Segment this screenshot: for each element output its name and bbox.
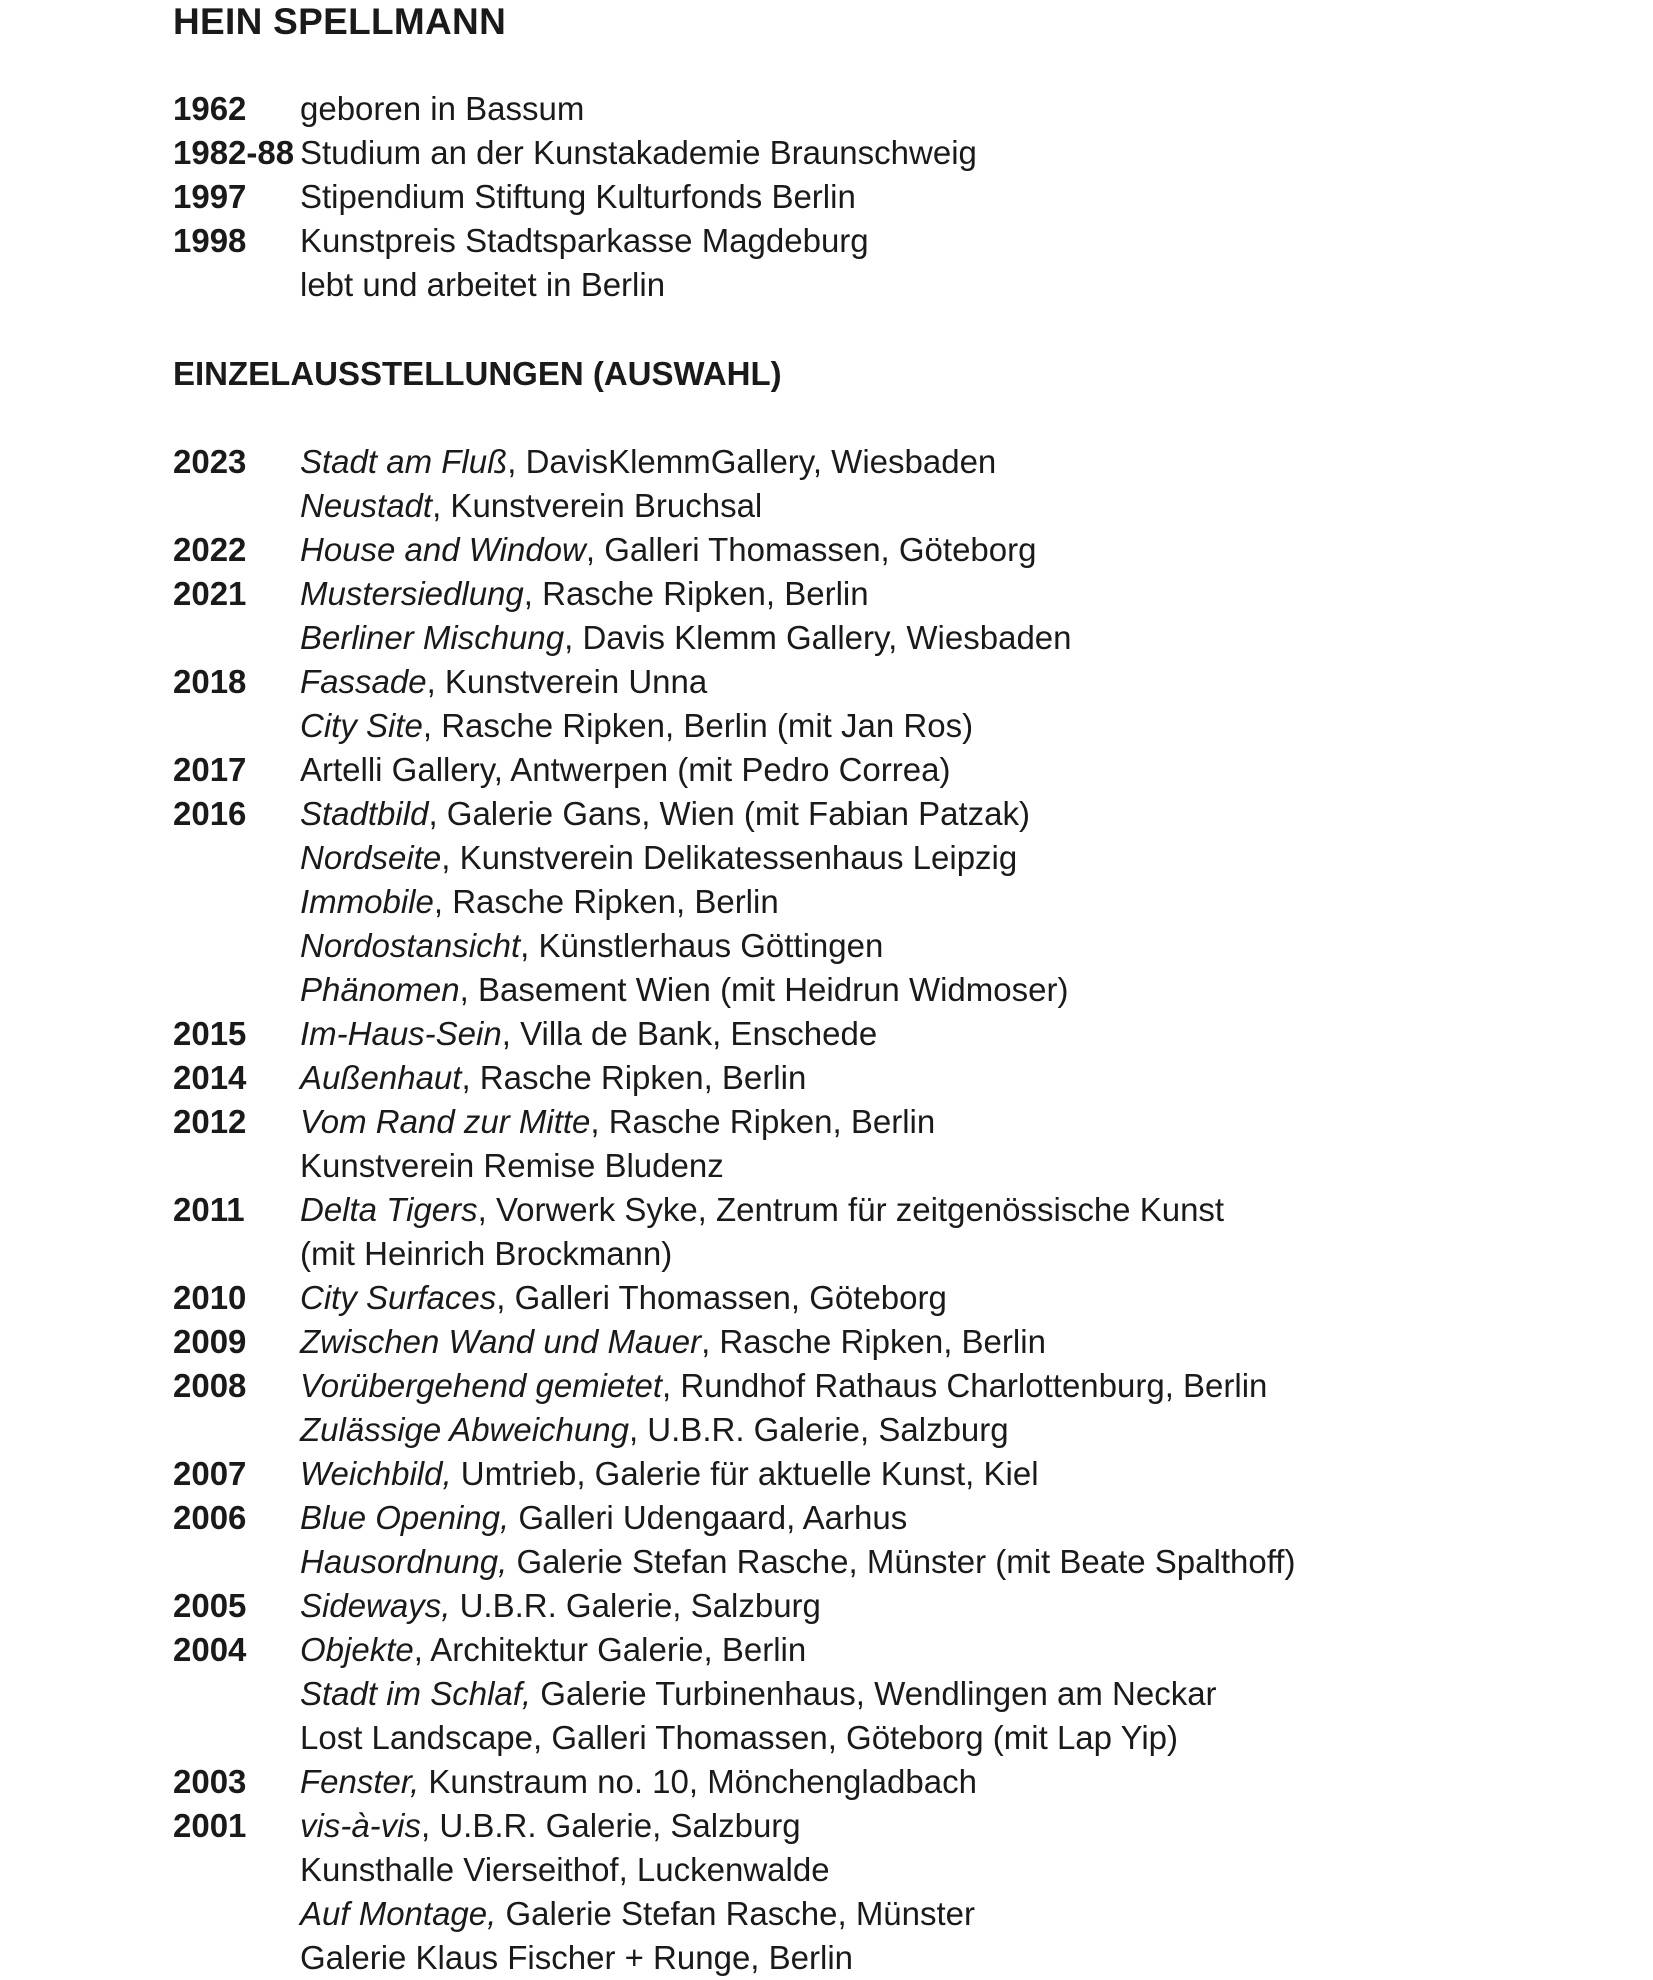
exhibition-title: Neustadt [300, 487, 433, 524]
exhibition-row [173, 880, 1613, 924]
exhibition-year: 2022 [173, 531, 247, 568]
exhibition-row [173, 836, 1613, 880]
exhibition-venue: , Davis Klemm Gallery, Wiesbaden [564, 619, 1072, 656]
exhibition-year: 2006 [173, 1499, 247, 1536]
exhibition-year: 2008 [173, 1367, 247, 1404]
exhibition-row [173, 1056, 1613, 1100]
exhibition-row [173, 1364, 1613, 1408]
exhibition-row [173, 1804, 1613, 1848]
exhibition-year [173, 1672, 300, 1716]
exhibition-year [173, 924, 300, 968]
exhibition-venue: , Architektur Galerie, Berlin [413, 1631, 807, 1668]
exhibition-year [173, 1848, 300, 1892]
exhibition-row [173, 704, 1613, 748]
exhibition-title: City Site [300, 707, 423, 744]
exhibition-venue: , Vorwerk Syke, Zentrum für zeitgenössische Kunst [477, 1191, 1225, 1228]
exhibition-text [300, 528, 1036, 572]
exhibition-year [173, 880, 300, 924]
exhibition-text [300, 1892, 975, 1936]
exhibition-venue: Galleri Udengaard, Aarhus [509, 1499, 908, 1536]
bio-year: 1982-88 [173, 134, 295, 171]
bio-list [173, 87, 1613, 307]
exhibition-year: 2011 [173, 1191, 245, 1228]
exhibition-year: 2014 [173, 1059, 247, 1096]
exhibition-venue: Kunstraum no. 10, Mönchengladbach [419, 1763, 977, 1800]
exhibition-year: 2010 [173, 1279, 247, 1316]
exhibition-venue: , Galerie Gans, Wien (mit Fabian Patzak) [428, 795, 1030, 832]
exhibition-text [300, 1936, 853, 1980]
exhibition-text [300, 1188, 1224, 1232]
exhibition-year [173, 484, 300, 528]
exhibition-text [300, 1496, 907, 1540]
exhibition-text [300, 1584, 821, 1628]
exhibition-title: House and Window [300, 531, 586, 568]
exhibition-text [300, 1276, 947, 1320]
exhibition-text [300, 1056, 806, 1100]
exhibition-year: 2009 [173, 1323, 247, 1360]
exhibition-text [300, 968, 1068, 1012]
exhibition-year [173, 616, 300, 660]
exhibition-text [300, 1452, 1039, 1496]
exhibition-row [173, 440, 1613, 484]
exhibition-row [173, 660, 1613, 704]
exhibition-title: Phänomen [300, 971, 460, 1008]
exhibition-venue: , Rasche Ripken, Berlin [523, 575, 869, 612]
exhibition-text [300, 1848, 830, 1892]
exhibition-row [173, 968, 1613, 1012]
exhibition-text [300, 792, 1030, 836]
exhibition-text [300, 704, 973, 748]
exhibition-row [173, 1716, 1613, 1760]
exhibition-venue: (mit Heinrich Brockmann) [300, 1235, 673, 1272]
exhibition-row [173, 1936, 1613, 1980]
exhibition-title: Fassade [300, 663, 427, 700]
artist-name: HEIN SPELLMANN [173, 1, 507, 42]
exhibition-year [173, 836, 300, 880]
exhibition-year: 2005 [173, 1587, 247, 1624]
exhibition-title: Im-Haus-Sein [300, 1015, 502, 1052]
bio-row [173, 131, 1613, 175]
exhibition-row [173, 1276, 1613, 1320]
exhibition-text [300, 836, 1017, 880]
exhibition-text [300, 1672, 1217, 1716]
exhibition-title: Delta Tigers [300, 1191, 478, 1228]
exhibition-row [173, 924, 1613, 968]
exhibition-year: 2007 [173, 1455, 247, 1492]
exhibition-venue: Artelli Gallery, Antwerpen (mit Pedro Correa) [300, 751, 951, 788]
exhibition-venue: , Rasche Ripken, Berlin [433, 883, 779, 920]
exhibition-venue: , Rasche Ripken, Berlin [461, 1059, 807, 1096]
exhibition-row [173, 792, 1613, 836]
bio-row [173, 87, 1613, 131]
bio-text: Stipendium Stiftung Kulturfonds Berlin [300, 178, 856, 215]
exhibition-list [173, 440, 1613, 1980]
exhibition-year [173, 1936, 300, 1980]
exhibition-year: 2018 [173, 663, 247, 700]
exhibition-title: Objekte [300, 1631, 414, 1668]
exhibition-text [300, 1408, 1009, 1452]
exhibition-text [300, 1232, 672, 1276]
exhibition-text [300, 1760, 977, 1804]
exhibition-year: 2001 [173, 1807, 247, 1844]
exhibition-row [173, 1628, 1613, 1672]
exhibition-year [173, 1144, 300, 1188]
exhibition-venue: , Galleri Thomassen, Göteborg [585, 531, 1037, 568]
exhibition-year [173, 1892, 300, 1936]
exhibition-row [173, 1012, 1613, 1056]
exhibition-year [173, 704, 300, 748]
exhibition-title: Weichbild, [300, 1455, 452, 1492]
exhibition-row [173, 1848, 1613, 1892]
exhibition-row [173, 1760, 1613, 1804]
exhibition-row [173, 1100, 1613, 1144]
exhibition-venue: Galerie Stefan Rasche, Münster (mit Beate Spalthoff) [507, 1543, 1296, 1580]
exhibition-text [300, 924, 883, 968]
exhibition-title: Berliner Mischung [300, 619, 565, 656]
exhibition-text [300, 880, 779, 924]
exhibition-venue: , Künstlerhaus Göttingen [520, 927, 884, 964]
exhibition-venue: , U.B.R. Galerie, Salzburg [628, 1411, 1009, 1448]
bio-year: 1997 [173, 178, 247, 215]
exhibition-text [300, 1628, 806, 1672]
exhibition-venue: Umtrieb, Galerie für aktuelle Kunst, Kiel [451, 1455, 1039, 1492]
bio-text: Studium an der Kunstakademie Braunschweig [300, 134, 977, 171]
bio-year: 1962 [173, 90, 247, 127]
exhibition-text [300, 1320, 1046, 1364]
exhibition-venue: , Rasche Ripken, Berlin [590, 1103, 936, 1140]
exhibition-text [300, 484, 762, 528]
exhibition-venue: , Basement Wien (mit Heidrun Widmoser) [459, 971, 1069, 1008]
exhibition-venue: Galerie Turbinenhaus, Wendlingen am Neckar [531, 1675, 1217, 1712]
exhibition-row [173, 484, 1613, 528]
exhibition-venue: Kunsthalle Vierseithof, Luckenwalde [300, 1851, 830, 1888]
exhibition-venue: , DavisKlemmGallery, Wiesbaden [507, 443, 997, 480]
exhibition-venue: , Kunstverein Bruchsal [432, 487, 763, 524]
exhibition-title: Stadtbild [300, 795, 429, 832]
exhibition-text [300, 1716, 1178, 1760]
exhibition-venue: Lost Landscape, Galleri Thomassen, Göteborg (mit Lap Yip) [300, 1719, 1179, 1756]
bio-row [173, 175, 1613, 219]
exhibition-title: Vom Rand zur Mitte [300, 1103, 591, 1140]
exhibition-title: Mustersiedlung [300, 575, 524, 612]
exhibition-text [300, 616, 1072, 660]
exhibition-text [300, 660, 707, 704]
exhibition-title: City Surfaces [300, 1279, 497, 1316]
exhibition-venue: , Rasche Ripken, Berlin [701, 1323, 1046, 1360]
exhibition-venue: U.B.R. Galerie, Salzburg [450, 1587, 821, 1624]
exhibition-text [300, 1144, 724, 1188]
bio-row [173, 263, 1613, 307]
exhibition-row [173, 748, 1613, 792]
exhibition-venue: , Kunstverein Delikatessenhaus Leipzig [441, 839, 1018, 876]
exhibition-row [173, 1144, 1613, 1188]
exhibition-venue: , Rundhof Rathaus Charlottenburg, Berlin [662, 1367, 1268, 1404]
exhibition-row [173, 572, 1613, 616]
exhibition-text [300, 1012, 877, 1056]
exhibition-year [173, 1232, 300, 1276]
exhibition-text [300, 748, 950, 792]
bio-year: 1998 [173, 222, 247, 259]
exhibition-row [173, 1496, 1613, 1540]
exhibition-row [173, 616, 1613, 660]
exhibition-title: Vorübergehend gemietet [300, 1367, 663, 1404]
exhibition-year: 2017 [173, 751, 247, 788]
exhibition-venue: Kunstverein Remise Bludenz [300, 1147, 724, 1184]
exhibition-year: 2021 [173, 575, 247, 612]
exhibition-title: Sideways, [300, 1587, 451, 1624]
exhibition-row [173, 1408, 1613, 1452]
exhibition-row [173, 1892, 1613, 1936]
bio-text: geboren in Bassum [300, 90, 585, 127]
exhibition-row [173, 1452, 1613, 1496]
exhibition-venue: , Rasche Ripken, Berlin (mit Jan Ros) [422, 707, 974, 744]
exhibition-title: Außenhaut [300, 1059, 462, 1096]
exhibition-title: Hausordnung, [300, 1543, 508, 1580]
section-title-solo-exhibitions: EINZELAUSSTELLUNGEN (AUSWAHL) [173, 355, 782, 392]
bio-row [173, 219, 1613, 263]
exhibition-text [300, 1804, 801, 1848]
exhibition-title: vis-à-vis [300, 1807, 421, 1844]
exhibition-year: 2023 [173, 443, 247, 480]
exhibition-row [173, 1320, 1613, 1364]
cv-page [173, 0, 1613, 1980]
exhibition-title: Blue Opening, [300, 1499, 510, 1536]
exhibition-row [173, 1584, 1613, 1628]
exhibition-title: Zwischen Wand und Mauer [300, 1323, 702, 1360]
exhibition-text [300, 1364, 1267, 1408]
bio-text: Kunstpreis Stadtsparkasse Magdeburg [300, 222, 869, 259]
exhibition-row [173, 1540, 1613, 1584]
exhibition-year [173, 1716, 300, 1760]
exhibition-text [300, 572, 869, 616]
exhibition-year [173, 1540, 300, 1584]
exhibition-venue: Galerie Stefan Rasche, Münster [496, 1895, 976, 1932]
exhibition-title: Nordostansicht [300, 927, 521, 964]
exhibition-row [173, 528, 1613, 572]
exhibition-year: 2004 [173, 1631, 247, 1668]
exhibition-year [173, 968, 300, 1012]
exhibition-title: Fenster, [300, 1763, 420, 1800]
exhibition-year: 2012 [173, 1103, 247, 1140]
bio-year [173, 263, 300, 307]
exhibition-text [300, 440, 996, 484]
exhibition-row [173, 1232, 1613, 1276]
exhibition-title: Auf Montage, [300, 1895, 497, 1932]
exhibition-year: 2003 [173, 1763, 247, 1800]
exhibition-text [300, 1100, 935, 1144]
exhibition-row [173, 1672, 1613, 1716]
exhibition-venue: , Galleri Thomassen, Göteborg [496, 1279, 947, 1316]
exhibition-venue: , Villa de Bank, Enschede [501, 1015, 878, 1052]
exhibition-title: Immobile [300, 883, 434, 920]
exhibition-text [300, 1540, 1295, 1584]
exhibition-title: Zulässige Abweichung [300, 1411, 629, 1448]
exhibition-venue: Galerie Klaus Fischer + Runge, Berlin [300, 1939, 854, 1976]
exhibition-row [173, 1188, 1613, 1232]
bio-text: lebt und arbeitet in Berlin [300, 266, 666, 303]
exhibition-year: 2016 [173, 795, 247, 832]
exhibition-title: Stadt im Schlaf, [300, 1675, 532, 1712]
exhibition-venue: , U.B.R. Galerie, Salzburg [421, 1807, 801, 1844]
exhibition-title: Stadt am Fluß [300, 443, 508, 480]
exhibition-year: 2015 [173, 1015, 247, 1052]
exhibition-venue: , Kunstverein Unna [426, 663, 708, 700]
exhibition-title: Nordseite [300, 839, 442, 876]
exhibition-year [173, 1408, 300, 1452]
